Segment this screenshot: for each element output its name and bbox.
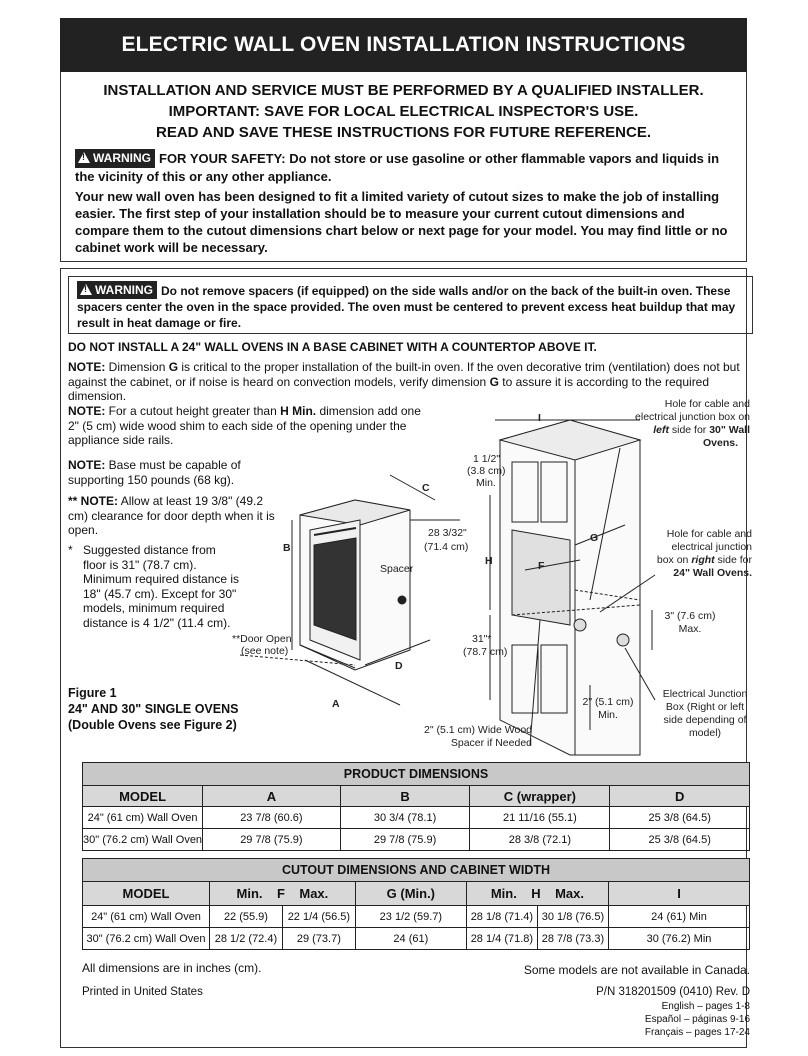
base-capacity-note: NOTE: Base must be capable of supporting 150 pounds (68 kg). [68, 458, 241, 487]
all-dimensions-note: All dimensions are in inches (cm). [82, 961, 262, 975]
spanish-pages: Español – páginas 9-16 [644, 1014, 750, 1025]
dim-31-label: 31"* [472, 633, 492, 645]
col-g: G (Min.) [355, 882, 466, 906]
dim-1half-label: 1 1/2" [473, 453, 501, 465]
col-d: D [610, 786, 750, 807]
table-row: 24" (61 cm) Wall Oven 23 7/8 (60.6) 30 3/4 (78.1) 21 11/16 (55.1) 25 3/8 (64.5) [83, 807, 750, 829]
dim-min-label: Min. [476, 477, 496, 489]
figure-subtitle: (Double Ovens see Figure 2) [68, 718, 237, 732]
label-b: B [283, 542, 291, 554]
warning-badge: !WARNING [75, 149, 155, 168]
door-open-label: **Door Open [232, 633, 292, 645]
table-row: 30" (76.2 cm) Wall Oven 28 1/2 (72.4) 29 (73.7) 24 (61) 28 1/4 (71.8) 28 7/8 (73.3) 30 (76.2) Min [83, 928, 750, 950]
col-c: C (wrapper) [470, 786, 610, 807]
table-row: 30" (76.2 cm) Wall Oven 29 7/8 (75.9) 29 7/8 (75.9) 28 3/8 (72.1) 25 3/8 (64.5) [83, 829, 750, 851]
oven-door-window [314, 538, 356, 640]
spacer-warning-text: Do not remove spacers (if equipped) on the side walls and/or on the back of the built-in oven. These spacers center the oven in the space provided. The oven must be centered to prevent excess heat buildup that may result in heat damage or fire. [77, 284, 736, 330]
dim-28-cm-label: (71.4 cm) [424, 541, 469, 553]
dim-2-note: 2" (5.1 cm) Min. [582, 696, 634, 721]
figure-title: 24" AND 30" SINGLE OVENS [68, 702, 239, 716]
label-f: F [538, 560, 545, 572]
read-and-save-line: READ AND SAVE THESE INSTRUCTIONS FOR FUTURE REFERENCE. [155, 124, 652, 141]
spacer-dot [398, 596, 406, 604]
dim-31-cm-label: (78.7 cm) [463, 646, 508, 658]
cutout-height-note: NOTE: For a cutout height greater than H Min. dimension add one 2" (5 cm) wide wood shim to each side of the opening under the appliance side rails. [68, 404, 421, 447]
junction-box-right [617, 634, 629, 646]
asterisk-mark: * [68, 543, 73, 557]
figure-number: Figure 1 [68, 686, 117, 700]
label-h: H [485, 555, 493, 567]
floor-distance-note: Suggested distance from floor is 31" (78.7 cm). Minimum required distance is 18" (45.7 cm). Except for 30" models, minimum required distance is 4 1/2" (11.4 cm). [83, 543, 240, 630]
warning-badge: !WARNING [77, 281, 157, 299]
col-i: I [609, 882, 750, 906]
col-model: MODEL [83, 882, 210, 906]
col-b: B [340, 786, 470, 807]
label-i: I [538, 412, 541, 424]
hole-right-note: Hole for cable and electrical junction box on right side for 24" Wall Ovens. [656, 528, 752, 579]
hole-left-note: Hole for cable and electrical junction box on left side for 30" Wall Ovens. [635, 398, 750, 449]
safety-text: FOR YOUR SAFETY: Do not store or use gasoline or other flammable vapors and liquids in the vicinity of this or any other appliance. [75, 151, 720, 184]
wood-spacer-note: 2" (5.1 cm) Wide Wood Spacer if Needed [424, 724, 532, 749]
dim-1half-cm-label: (3.8 cm) [467, 465, 506, 477]
col-a: A [203, 786, 341, 807]
english-pages: English – pages 1-8 [661, 1001, 750, 1012]
col-model: MODEL [83, 786, 203, 807]
table-row: 24" (61 cm) Wall Oven 22 (55.9) 22 1/4 (56.5) 23 1/2 (59.7) 28 1/8 (71.4) 30 1/8 (76.5) 24 (61) Min [83, 906, 750, 928]
col-f: Min. F Max. [210, 882, 356, 906]
do-not-install-note: DO NOT INSTALL A 24" WALL OVENS IN A BASE CABINET WITH A COUNTERTOP ABOVE IT. [68, 340, 597, 354]
label-d: D [395, 660, 403, 672]
dim-3-note: 3" (7.6 cm) Max. [664, 610, 716, 635]
page-title: ELECTRIC WALL OVEN INSTALLATION INSTRUCTIONS [60, 18, 747, 72]
product-table-title: PRODUCT DIMENSIONS [83, 763, 750, 786]
fit-paragraph: Your new wall oven has been designed to fit a limited variety of cutout sizes to make the job of installing easier. The first step of your installation should be to measure your current cutout dimensions and compare them to the cutout dimensions chart below or next page for your model. You may find little or no cabinet work will be necessary. [75, 189, 728, 255]
dim-28-label: 28 3/32" [428, 527, 467, 539]
cutout-dimensions-table [82, 858, 750, 950]
save-for-inspector-line: IMPORTANT: SAVE FOR LOCAL ELECTRICAL INSPECTOR'S USE. [168, 103, 639, 120]
canada-note: Some models are not available in Canada. [523, 963, 750, 977]
spacer-label: Spacer [380, 563, 414, 575]
cutout-opening [512, 530, 570, 625]
label-g: G [590, 532, 599, 544]
cutout-table-title: CUTOUT DIMENSIONS AND CABINET WIDTH [83, 859, 750, 882]
part-number: P/N 318201509 (0410) Rev. D [596, 986, 750, 998]
door-clearance-note: ** NOTE: Allow at least 19 3/8" (49.2 cm) clearance for door depth when it is open. [68, 494, 275, 537]
label-c: C [422, 482, 430, 494]
junction-box-left [574, 619, 586, 631]
french-pages: Français – pages 17-24 [644, 1027, 750, 1038]
junction-box-note: Electrical Junction Box (Right or left side depending of model) [662, 688, 748, 739]
see-note-label: (see note) [241, 645, 289, 657]
label-a: A [332, 698, 340, 710]
qualified-installer-line: INSTALLATION AND SERVICE MUST BE PERFORMED BY A QUALIFIED INSTALLER. [103, 82, 704, 99]
product-dimensions-table [82, 762, 750, 851]
printed-in: Printed in United States [82, 986, 203, 998]
dimension-g-note: NOTE: Dimension G is critical to the proper installation of the built-in oven. If the oven decorative trim (ventilation) does not but against the cabinet, or if noise is heard on convection models, verify dimension G to assure it is according to the required dimension. [68, 360, 740, 403]
col-h: Min. H Max. [466, 882, 608, 906]
